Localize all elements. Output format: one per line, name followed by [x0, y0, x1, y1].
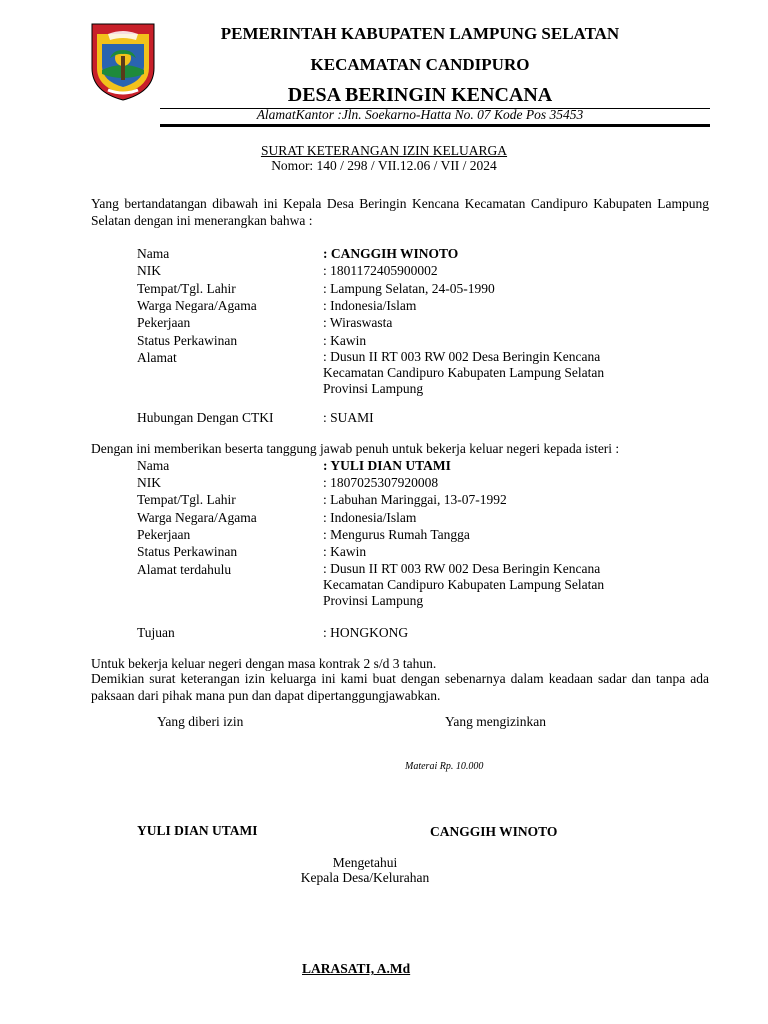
field-value: : 1807025307920008 — [323, 475, 439, 490]
field-value: : 1801172405900002 — [323, 263, 438, 278]
field-value: : YULI DIAN UTAMI — [323, 458, 451, 473]
field-label: NIK — [137, 475, 161, 490]
field-value: : SUAMI — [323, 410, 374, 425]
field-label: Warga Negara/Agama — [137, 510, 257, 525]
field-label: NIK — [137, 263, 161, 278]
field-label: Warga Negara/Agama — [137, 298, 257, 313]
header-rule-bottom — [160, 124, 710, 127]
field-value: : Kawin — [323, 544, 367, 559]
signer-right-name: CANGGIH WINOTO — [430, 824, 558, 839]
header-village: DESA BERINGIN KENCANA — [287, 84, 553, 106]
materai-stamp-label: Materai Rp. 10.000 — [405, 761, 484, 772]
header-district: KECAMATAN CANDIPURO — [310, 55, 530, 74]
letter-contract-term: Untuk bekerja keluar negeri dengan masa kontrak 2 s/d 3 tahun. — [91, 656, 437, 671]
village-head-name: LARASATI, A.Md — [302, 961, 411, 976]
signer-left-name: YULI DIAN UTAMI — [137, 823, 258, 838]
field-value: : Indonesia/Islam — [323, 298, 417, 313]
field-value: : Indonesia/Islam — [323, 510, 417, 525]
field-value: : Kawin — [323, 333, 367, 348]
field-label: Nama — [137, 458, 170, 473]
field-label: Alamat — [137, 350, 177, 365]
field-value: : Dusun II RT 003 RW 002 Desa Beringin Kencana Kecamatan Candipuro Kabupaten Lampung Selatan Provinsi Lampung — [323, 349, 605, 396]
letter-number: Nomor: 140 / 298 / VII.12.06 / VII / 2024 — [271, 158, 497, 173]
field-label: Tempat/Tgl. Lahir — [137, 281, 236, 296]
header-government: PEMERINTAH KABUPATEN LAMPUNG SELATAN — [220, 24, 620, 43]
field-value: : Wiraswasta — [323, 315, 393, 330]
field-value: : Dusun II RT 003 RW 002 Desa Beringin Kencana Kecamatan Candipuro Kabupaten Lampung Selatan Provinsi Lampung — [323, 561, 605, 608]
village-head-role: Kepala Desa/Kelurahan — [300, 870, 430, 885]
field-label: Alamat terdahulu — [137, 562, 232, 577]
letter-intro: Yang bertandatangan dibawah ini Kepala Desa Beringin Kencana Kecamatan Candipuro Kabupaten Lampung Selatan dengan ini menerangkan bahwa : — [91, 196, 709, 228]
letter-middle-paragraph: Dengan ini memberikan beserta tanggung jawab penuh untuk bekerja keluar negeri kepada isteri : — [91, 441, 620, 456]
field-label: Status Perkawinan — [137, 333, 238, 348]
field-value: : Labuhan Maringgai, 13-07-1992 — [323, 492, 507, 507]
field-label: Pekerjaan — [137, 315, 191, 330]
letter-closing-statement: Demikian surat keterangan izin keluarga ini kami buat dengan sebenarnya dalam keadaan sadar dan tanpa ada paksaan dari pihak mana pun dan dapat dipertanggungjawabkan. — [91, 671, 709, 703]
field-value: : Lampung Selatan, 24-05-1990 — [323, 281, 495, 296]
acknowledgement-label: Mengetahui — [332, 855, 398, 870]
field-label: Hubungan Dengan CTKI — [137, 410, 274, 425]
field-label: Status Perkawinan — [137, 544, 238, 559]
regency-logo — [88, 20, 158, 102]
field-value: : HONGKONG — [323, 625, 409, 640]
letter-title: SURAT KETERANGAN IZIN KELUARGA — [260, 143, 508, 158]
signer-right-role: Yang mengizinkan — [445, 714, 546, 729]
signer-left-role: Yang diberi izin — [157, 714, 244, 729]
field-value: : Mengurus Rumah Tangga — [323, 527, 470, 542]
field-label: Tempat/Tgl. Lahir — [137, 492, 236, 507]
header-address: AlamatKantor :Jln. Soekarno-Hatta No. 07 Kode Pos 35453 — [256, 107, 584, 122]
field-label: Nama — [137, 246, 170, 261]
field-value: : CANGGIH WINOTO — [323, 246, 459, 261]
field-label: Tujuan — [137, 625, 175, 640]
field-label: Pekerjaan — [137, 527, 191, 542]
